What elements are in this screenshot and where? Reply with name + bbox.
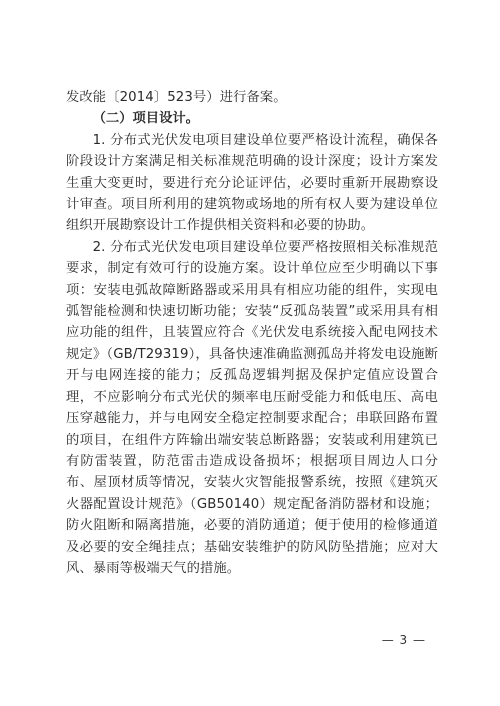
paragraph-1: 1. 分布式光伏发电项目建设单位要严格设计流程，确保各阶段设计方案满足相关标准规范明确的设计深度；设计方案发生重大变更时，要进行充分论证评估，必要时重新开展勘察设计审查。项目所利用的建筑物或场地的所有权人要为建设单位组织开展勘察设计工作提供相关资料和必要的协助。 xyxy=(66,132,438,234)
paragraph-2: 2. 分布式光伏发电项目建设单位要严格按照相关标准规范要求，制定有效可行的设施方案。设计单位应至少明确以下事项：安装电弧故障断路器或采用具有相应功能的组件，实现电弧智能检测和快速切断功能；安装“反孤岛装置”或采用具有相应功能的组件，且装置应符合《光伏发电系统接入配电网技术规定》（GB/T29319），具备快速准确监测孤岛并将发电设施断开与电网连接的能力；反孤岛逻辑判据及保护定值应设置合理，不应影响分布式光伏的频率电压耐受能力和低电压、高电压穿越能力，并与电网安全稳定控制要求配合；串联回路布置的项目，在组件方阵输出端安装总断路器；安装或利用建筑已有防雷装置，防范雷击造成设备损坏；根据项目周边人口分布、屋顶材质等情况，安装火灾智能报警系统，按照《建筑灭火器配置设计规范》（GB50140）规定配备消防器材和设施；防火阻断和隔离措施，必要的消防通道；便于使用的检修通道及必要的安全绳挂点；基础安装维护的防风防坠措施；应对大风、暴雨等极端天气的措施。 xyxy=(66,239,438,576)
lead-line: 发改能〔2014〕523号）进行备案。 xyxy=(66,90,287,105)
document-body xyxy=(66,87,438,579)
section-heading: （二）项目设计。 xyxy=(92,111,199,127)
page-number: — 3 — xyxy=(381,633,426,647)
